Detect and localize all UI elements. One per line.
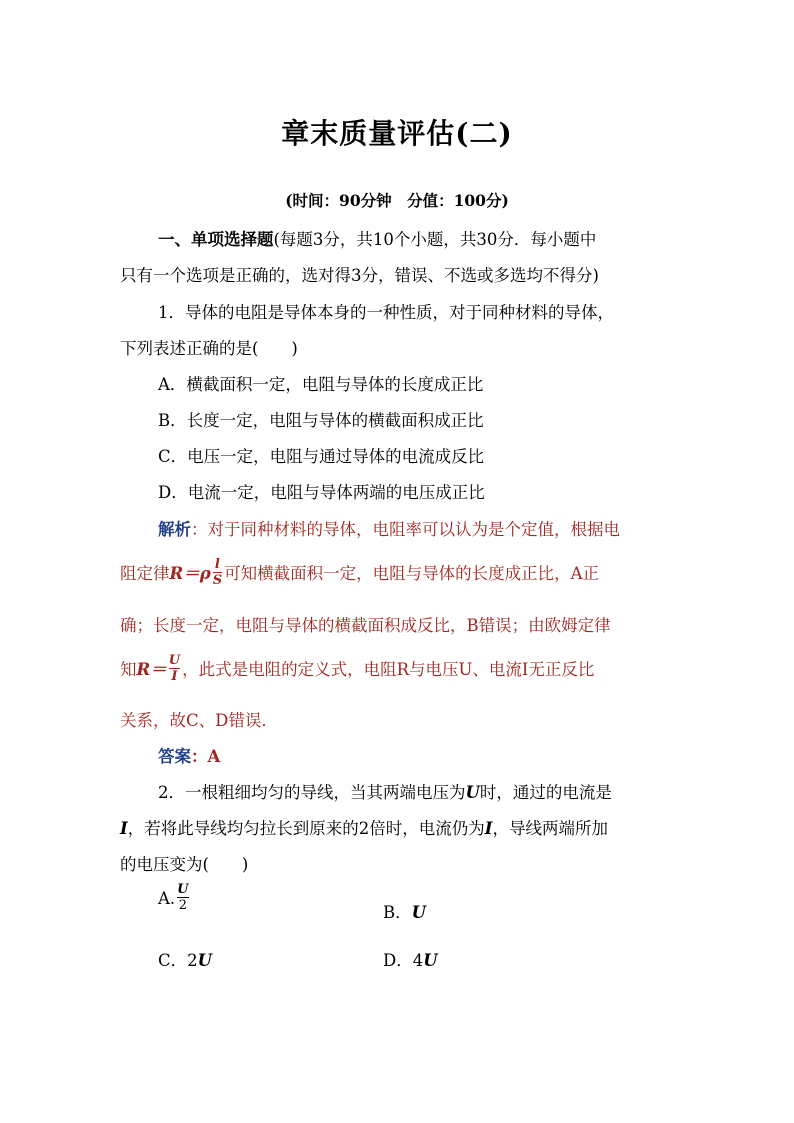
fraction-denominator: I — [171, 669, 178, 684]
q1-option-c: C．电压一定，电阻与通过导体的电流成反比 — [158, 447, 485, 466]
analysis-text-2a: 阻定律 — [120, 564, 170, 583]
option-d-value: U — [423, 951, 438, 970]
exam-meta: (时间：90分钟 分值：100分) — [285, 191, 509, 210]
option-b-value: U — [411, 903, 427, 922]
q1-option-a: A．横截面积一定，电阻与导体的长度成正比 — [158, 375, 484, 394]
page-title: 章末质量评估(二) — [281, 117, 513, 150]
q2-stem-line-1 — [158, 779, 676, 803]
fraction-numerator: U — [168, 653, 181, 668]
section-intro-line-1 — [158, 226, 676, 250]
answer-value: ：A — [191, 747, 221, 766]
q1-analysis-line-5: 关系，故C、D错误． — [120, 711, 278, 730]
q1-option-d: D．电流一定，电阻与导体两端的电压成正比 — [158, 483, 485, 502]
q2-var-i: I — [484, 819, 493, 838]
q1-stem-line-2: 下列表述正确的是( ) — [120, 339, 298, 358]
formula-resistance-law-fraction — [213, 558, 222, 587]
q2-stem-line-3: 的电压变为( ) — [120, 855, 249, 874]
option-d-label: D．4 — [383, 951, 424, 970]
option-c-value: U — [197, 951, 213, 970]
option-a-fraction — [177, 883, 188, 912]
q2-option-b — [383, 899, 426, 923]
option-b-label: B． — [383, 903, 412, 922]
fraction-denominator: S — [212, 573, 223, 588]
q1-analysis-line-4 — [120, 653, 676, 685]
analysis-text-4a: 知 — [120, 660, 137, 679]
option-a-label: A. — [158, 889, 176, 908]
q2-stem-text-1c: 时，通过的电流是 — [479, 783, 612, 802]
q2-var-u: U — [465, 783, 480, 802]
q2-var-i: I — [120, 819, 128, 838]
section-intro-text: (每题3分，共10个小题，共30分．每小题中 — [273, 230, 597, 249]
section-intro-line-2: 只有一个选项是正确的，选对得3分，错误、不选或多选均不得分) — [120, 266, 599, 285]
option-c-label: C．2 — [158, 951, 198, 970]
q1-option-b: B．长度一定，电阻与导体的横截面积成正比 — [158, 411, 484, 430]
formula-ohm-law-fraction — [169, 654, 180, 683]
q1-analysis-line-3: 确；长度一定，电阻与导体的横截面积成反比，B错误；由欧姆定律 — [120, 616, 611, 635]
q2-stem-line-2 — [120, 815, 676, 839]
q1-analysis-line-2 — [120, 557, 676, 589]
q2-stem-text-2b: ，若将此导线均匀拉长到原来的2倍时，电流仍为 — [127, 819, 485, 838]
analysis-text-2b: 可知横截面积一定，电阻与导体的长度成正比，A正 — [224, 564, 599, 583]
fraction-numerator: l — [214, 557, 220, 572]
q1-stem-line-1: 1．导体的电阻是导体本身的一种性质，对于同种材料的导体， — [158, 303, 614, 322]
q2-option-c — [158, 947, 212, 971]
formula-resistance-law-lhs: R＝ρ — [169, 564, 211, 583]
q2-stem-text-2d: ，导线两端所加 — [492, 819, 608, 838]
answer-label: 答案 — [158, 747, 191, 766]
q2-option-a — [158, 882, 191, 914]
analysis-text-4b: ，此式是电阻的定义式，电阻R与电压U、电流I无正反比 — [182, 660, 595, 679]
q1-analysis-line-1 — [158, 516, 676, 540]
q2-stem-text-1a: 2．一根粗细均匀的导线，当其两端电压为 — [158, 783, 466, 802]
q1-answer — [158, 743, 676, 767]
analysis-label: 解析 — [158, 520, 191, 539]
fraction-denominator: 2 — [178, 898, 187, 913]
section-heading: 一、单项选择题 — [158, 230, 274, 249]
q2-option-d — [383, 947, 438, 971]
formula-ohm-law-lhs: R＝ — [136, 660, 167, 679]
fraction-numerator: U — [177, 882, 189, 897]
analysis-text-1: ：对于同种材料的导体，电阻率可以认为是个定值，根据电 — [191, 520, 620, 539]
